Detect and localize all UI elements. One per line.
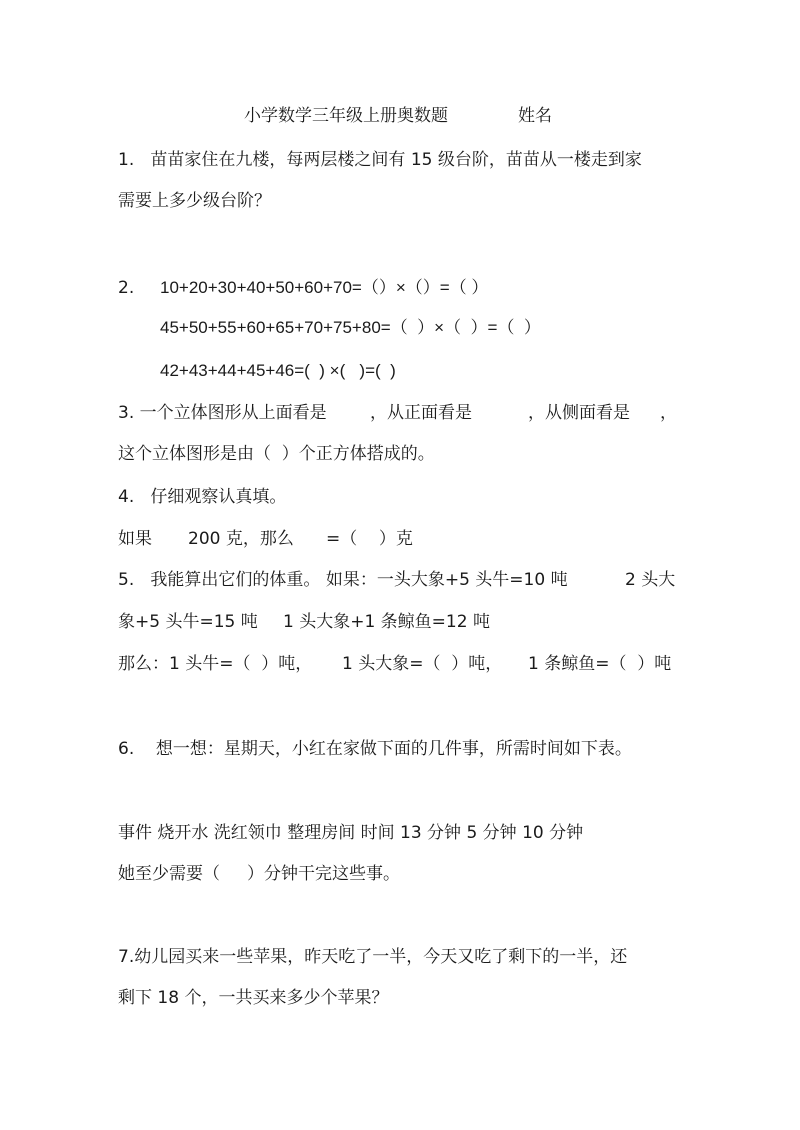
question-6-table-line: 事件 烧开水 洗红领巾 整理房间 时间 13 分钟 5 分钟 10 分钟 <box>118 823 584 843</box>
question-2-line-2: 45+50+55+60+65+70+75+80=（ ）×（ ）=（ ） <box>160 318 541 337</box>
question-2-line-3: 42+43+44+45+46=( ) ×( )=( ) <box>160 361 396 380</box>
question-2-number: 2. <box>118 278 135 298</box>
question-4-line-2-part-c: =（ ）克 <box>326 529 413 549</box>
question-1-line-2: 需要上多少级台阶？ <box>118 191 271 211</box>
question-6-line-3: 她至少需要（ ）分钟干完这些事。 <box>118 864 401 884</box>
worksheet-title: 小学数学三年级上册奥数题 <box>244 106 448 126</box>
question-5-line-3-part-c: 1 条鲸鱼=（ ）吨 <box>528 654 672 674</box>
question-5-line-1-part-b: 2 头大 <box>625 570 676 590</box>
question-4-line-1: 4. 仔细观察认真填。 <box>118 487 287 507</box>
question-5-line-1-part-a: 5. 我能算出它们的体重。 如果：一头大象+5 头牛=10 吨 <box>118 570 568 590</box>
question-5-line-2-part-b: 1 头大象+1 条鲸鱼=12 吨 <box>283 612 490 632</box>
question-5-line-3-part-b: 1 头大象=（ ）吨， <box>342 654 503 674</box>
question-4-line-2-part-b: 200 克，那么 <box>188 529 294 549</box>
question-7-line-1: 7.幼儿园买来一些苹果，昨天吃了一半，今天又吃了剩下的一半，还 <box>118 947 628 967</box>
question-1-line-1: 1. 苗苗家住在九楼，每两层楼之间有 15 级台阶，苗苗从一楼走到家 <box>118 150 642 170</box>
question-3-line-1-part-a: 3. 一个立体图形从上面看是 <box>118 403 327 423</box>
question-3-line-1-part-b: ，从正面看是 <box>370 403 472 423</box>
question-3-line-1-part-c: ，从侧面看是 <box>528 403 630 423</box>
name-label: 姓名 <box>518 106 552 126</box>
question-2-line-1: 10+20+30+40+50+60+70=（）×（）=（ ） <box>160 278 489 297</box>
question-5-line-2-part-a: 象+5 头牛=15 吨 <box>118 612 258 632</box>
question-7-line-2: 剩下 18 个，一共买来多少个苹果？ <box>118 988 389 1008</box>
question-3-line-1-part-d: ， <box>660 403 677 423</box>
question-4-line-2-part-a: 如果 <box>118 529 152 549</box>
question-6-line-1: 6. 想一想：星期天，小红在家做下面的几件事，所需时间如下表。 <box>118 739 632 759</box>
question-3-line-2: 这个立体图形是由（ ）个正方体搭成的。 <box>118 444 435 464</box>
question-5-line-3-part-a: 那么：1 头牛=（ ）吨， <box>118 654 313 674</box>
